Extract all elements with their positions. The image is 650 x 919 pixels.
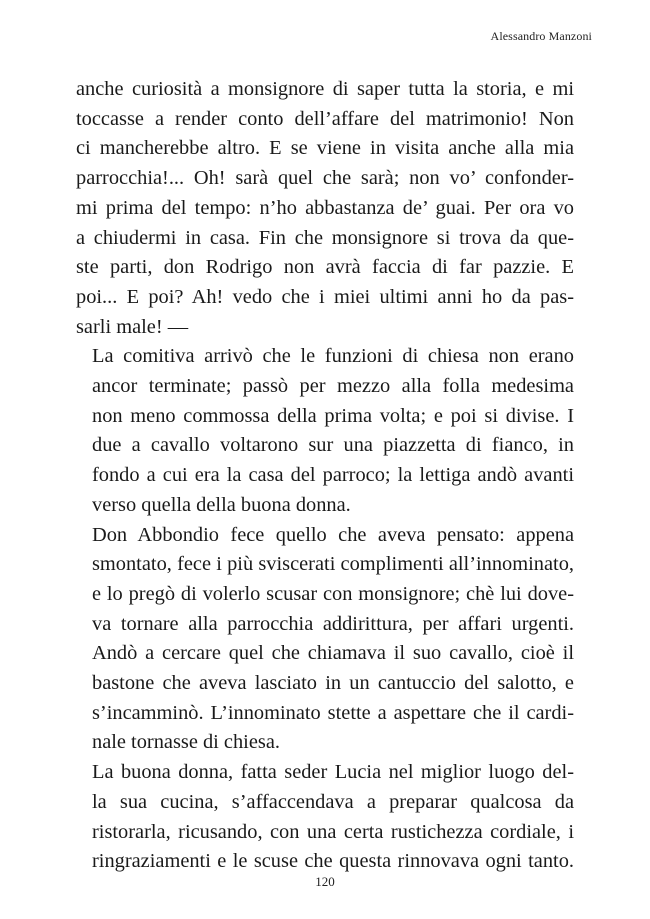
text-line: ancor terminate; passò per mezzo alla folla medesima [92, 375, 574, 398]
text-line: mi prima del tempo: n’ho abbastanza de’ guai. Per ora vo [76, 196, 574, 219]
paragraph [76, 75, 574, 342]
text-line: ste parti, don Rodrigo non avrà faccia di far pazzie. E [76, 256, 574, 279]
text-line: La buona donna, fatta seder Lucia nel miglior luogo del- [92, 761, 574, 784]
text-line: la sua cucina, s’affaccendava a preparar qualcosa da [92, 790, 574, 813]
text-line: nale tornasse di chiesa. [92, 731, 280, 754]
running-head-author: Alessandro Manzoni [490, 29, 592, 43]
text-line: ci mancherebbe altro. E se viene in visita anche alla mia [76, 137, 574, 160]
text-line: a chiudermi in casa. Fin che monsignore si trova da que- [76, 226, 574, 249]
paragraph [76, 521, 574, 759]
paragraph [76, 342, 574, 520]
body-text [76, 75, 574, 877]
text-line: Don Abbondio fece quello che aveva pensato: appena [92, 523, 574, 546]
text-line: toccasse a render conto dell’affare del matrimonio! Non [76, 107, 574, 130]
text-line: poi... E poi? Ah! vedo che i miei ultimi anni ho da pas- [76, 285, 574, 308]
text-line: ringraziamenti e le scuse che questa rinnovava ogni tanto. [92, 850, 574, 873]
text-line: ristorarla, ricusando, con una certa rustichezza cordiale, i [92, 820, 574, 843]
text-line: sarli male! — [76, 315, 189, 338]
text-line: verso quella della buona donna. [92, 493, 351, 516]
page-number: 120 [315, 874, 335, 889]
text-line: va tornare alla parrocchia addirittura, per affari urgenti. [92, 612, 574, 635]
text-line: anche curiosità a monsignore di saper tutta la storia, e mi [76, 78, 574, 100]
paragraph [76, 758, 574, 877]
text-line: e lo pregò di volerlo scusar con monsignore; chè lui dove- [92, 582, 574, 605]
text-line: non meno commossa della prima volta; e poi si divise. I [92, 404, 574, 427]
text-line: bastone che aveva lasciato in un cantuccio del salotto, e [92, 672, 574, 695]
text-line: fondo a cui era la casa del parroco; la lettiga andò avanti [92, 464, 574, 487]
text-line: smontato, fece i più sviscerati complimenti all’innominato, [92, 553, 574, 576]
text-line: parrocchia!... Oh! sarà quel che sarà; non vo’ confonder- [76, 167, 574, 190]
text-line: Andò a cercare quel che chiamava il suo cavallo, cioè il [92, 642, 574, 665]
text-line: s’incamminò. L’innominato stette a aspettare che il cardi- [92, 701, 574, 724]
text-line: La comitiva arrivò che le funzioni di chiesa non erano [92, 345, 574, 368]
text-line: due a cavallo voltarono sur una piazzetta di fianco, in [92, 434, 574, 457]
